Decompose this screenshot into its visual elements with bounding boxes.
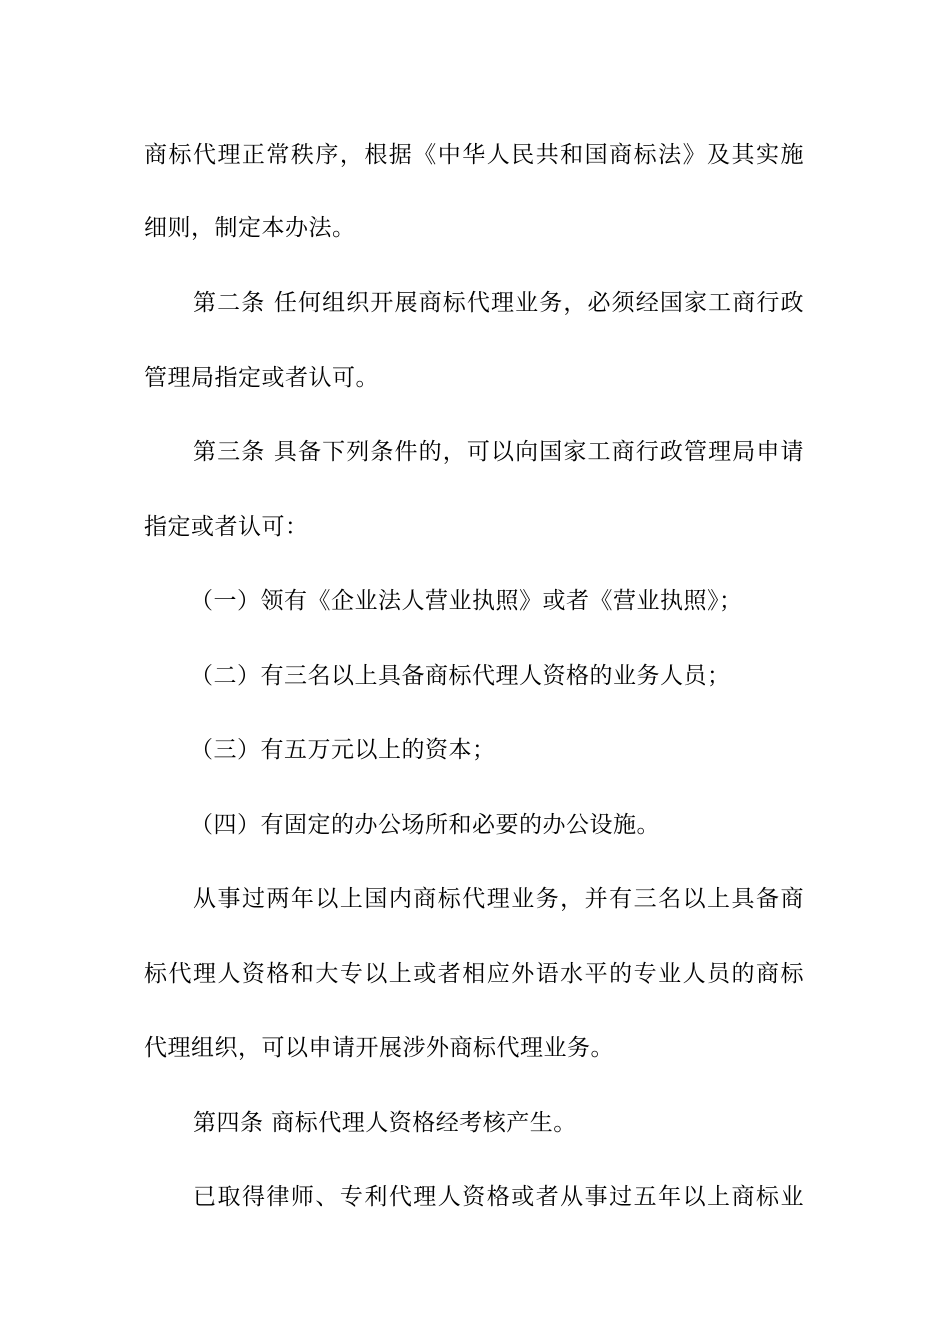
article-3-line-2: 指定或者认可：	[144, 514, 309, 540]
article-3-line-1: 第三条 具备下列条件的，可以向国家工商行政管理局申请	[193, 439, 804, 465]
list-item-4: （四）有固定的办公场所和必要的办公设施。	[190, 812, 660, 838]
text-line-2: 细则，制定本办法。	[144, 215, 356, 241]
article-2-line-2: 管理局指定或者认可。	[144, 365, 379, 391]
list-item-3: （三）有五万元以上的资本；	[190, 737, 496, 763]
article-4-line-1: 第四条 商标代理人资格经考核产生。	[193, 1110, 577, 1136]
paragraph-foreign-line-1: 从事过两年以上国内商标代理业务，并有三名以上具备商	[193, 886, 804, 912]
paragraph-foreign-line-2: 标代理人资格和大专以上或者相应外语水平的专业人员的商标	[144, 961, 804, 987]
paragraph-foreign-line-3: 代理组织，可以申请开展涉外商标代理业务。	[144, 1035, 614, 1061]
text-line-1: 商标代理正常秩序，根据《中华人民共和国商标法》及其实施	[144, 142, 804, 168]
list-item-2: （二）有三名以上具备商标代理人资格的业务人员；	[190, 663, 731, 689]
paragraph-qualified-line-1: 已取得律师、专利代理人资格或者从事过五年以上商标业	[193, 1184, 804, 1210]
article-2-line-1: 第二条 任何组织开展商标代理业务，必须经国家工商行政	[193, 290, 804, 316]
list-item-1: （一）领有《企业法人营业执照》或者《营业执照》；	[190, 588, 743, 614]
